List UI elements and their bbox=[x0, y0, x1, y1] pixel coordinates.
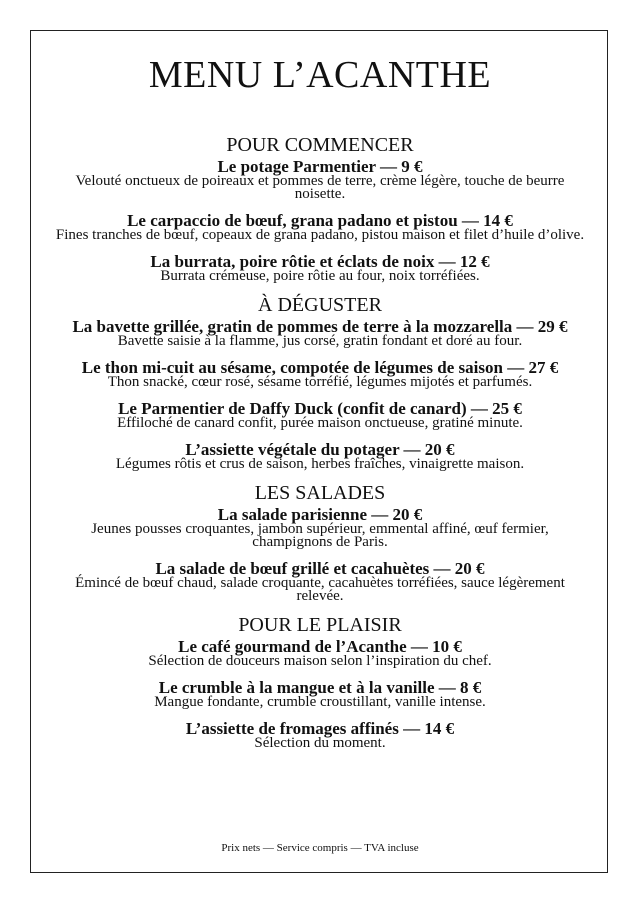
item-name: Le carpaccio de bœuf, grana padano et pistou — 14 € bbox=[127, 211, 513, 230]
menu-footer: Prix nets — Service compris — TVA incluse bbox=[221, 842, 419, 854]
section-heading: POUR COMMENCER bbox=[226, 134, 414, 156]
menu-section bbox=[40, 482, 600, 603]
menu-item bbox=[40, 400, 600, 430]
item-description: Sélection du moment. bbox=[254, 735, 386, 751]
item-description: Légumes rôtis et crus de saison, herbes fraîches, vinaigrette maison. bbox=[115, 456, 525, 472]
menu-item bbox=[40, 253, 600, 283]
item-description: Effiloché de canard confit, purée maison onctueuse, gratiné minute. bbox=[117, 415, 523, 431]
item-description: Émincé de bœuf chaud, salade croquante, cacahuètes torréfiées, sauce légèrement relevée. bbox=[75, 575, 565, 604]
section-heading: LES SALADES bbox=[254, 482, 386, 504]
item-name: Le thon mi-cuit au sésame, compotée de légumes de saison — 27 € bbox=[81, 358, 559, 377]
menu-item bbox=[40, 441, 600, 471]
item-description: Thon snacké, cœur rosé, sésame torréfié, légumes mijotés et parfumés. bbox=[107, 374, 533, 390]
section-heading: À DÉGUSTER bbox=[258, 294, 382, 316]
item-name: Le Parmentier de Daffy Duck (confit de canard) — 25 € bbox=[118, 399, 522, 418]
menu-item bbox=[40, 720, 600, 750]
menu-section bbox=[40, 294, 600, 471]
menu-item bbox=[40, 506, 600, 549]
item-description: Jeunes pousses croquantes, jambon supérieur, emmental affiné, œuf fermier, champignons de Paris. bbox=[91, 521, 549, 550]
item-name: Le crumble à la mangue et à la vanille — 8 € bbox=[158, 678, 482, 697]
item-name: Le café gourmand de l’Acanthe — 10 € bbox=[178, 637, 462, 656]
item-name: La salade de bœuf grillé et cacahuètes — 20 € bbox=[155, 559, 485, 578]
menu-item bbox=[40, 318, 600, 348]
menu-section bbox=[40, 134, 600, 283]
item-description: Bavette saisie à la flamme, jus corsé, gratin fondant et doré au four. bbox=[117, 333, 523, 349]
menu-content bbox=[40, 134, 600, 761]
menu-item bbox=[40, 560, 600, 603]
item-description: Burrata crémeuse, poire rôtie au four, noix torréfiées. bbox=[160, 268, 480, 284]
item-name: L’assiette végétale du potager — 20 € bbox=[185, 440, 455, 459]
section-heading: POUR LE PLAISIR bbox=[238, 614, 402, 636]
item-name: L’assiette de fromages affinés — 14 € bbox=[185, 719, 455, 738]
menu-item bbox=[40, 679, 600, 709]
item-description: Fines tranches de bœuf, copeaux de grana padano, pistou maison et filet d’huile d’olive. bbox=[55, 227, 585, 243]
menu-item bbox=[40, 158, 600, 201]
item-name: La salade parisienne — 20 € bbox=[217, 505, 423, 524]
menu-section bbox=[40, 614, 600, 750]
item-description: Velouté onctueux de poireaux et pommes de terre, crème légère, touche de beurre noisette. bbox=[75, 173, 565, 202]
item-description: Mangue fondante, crumble croustillant, vanille intense. bbox=[154, 694, 486, 710]
menu-title: MENU L’ACANTHE bbox=[148, 54, 492, 96]
menu-item bbox=[40, 212, 600, 242]
menu-item bbox=[40, 638, 600, 668]
item-name: La burrata, poire rôtie et éclats de noix — 12 € bbox=[150, 252, 490, 271]
item-description: Sélection de douceurs maison selon l’inspiration du chef. bbox=[148, 653, 492, 669]
menu-item bbox=[40, 359, 600, 389]
item-name: La bavette grillée, gratin de pommes de terre à la mozzarella — 29 € bbox=[72, 317, 568, 336]
item-name: Le potage Parmentier — 9 € bbox=[217, 157, 423, 176]
